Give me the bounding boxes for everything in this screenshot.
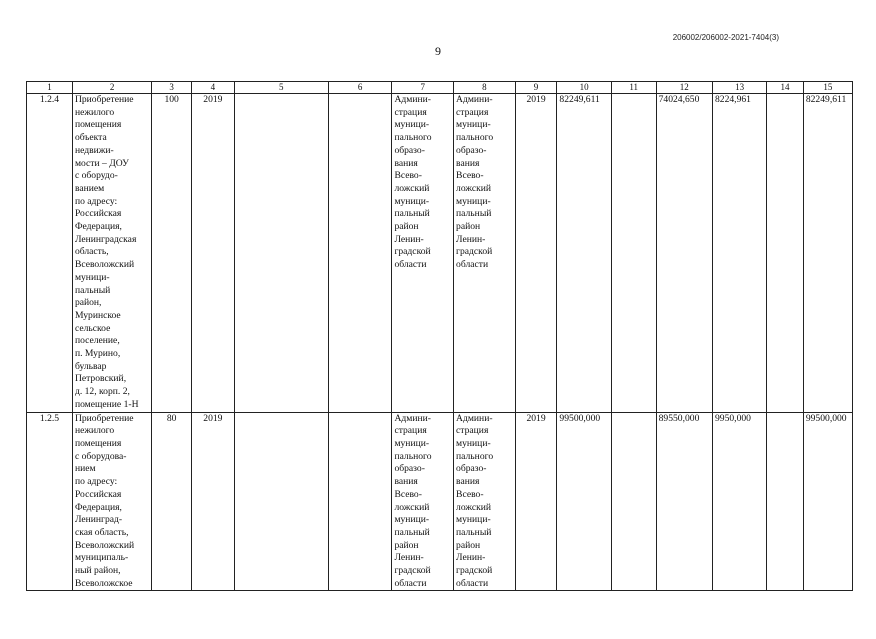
table-cell — [611, 412, 656, 591]
column-header: 9 — [515, 82, 557, 94]
row-number-cell: 1.2.5 — [27, 412, 73, 591]
column-header: 8 — [454, 82, 516, 94]
row-number-cell: 1.2.4 — [27, 94, 73, 413]
table-cell — [328, 412, 392, 591]
table-cell — [767, 94, 804, 413]
column-header: 4 — [191, 82, 234, 94]
description-cell: Приобретение нежилого помещения объекта недвижи- мости – ДОУ с оборудо- ванием по адресу: Российская Федерация, Ленинградская область, Всеволожский муници- пальный район, Муринское сельское поселение, п. Мурино, бульвар Петровский, д. 12, корп. 2, помещение 1-Н — [72, 94, 151, 413]
developer-cell: Админи- страция муници- пального образо- вания Всево- ложский муници- пальный район Ленин- градской области — [454, 412, 516, 591]
capacity-cell: 80 — [152, 412, 192, 591]
amount-cell: 99500,000 — [557, 412, 611, 591]
column-header: 1 — [27, 82, 73, 94]
amount-cell: 8224,961 — [712, 94, 766, 413]
year-cell: 2019 — [191, 94, 234, 413]
column-header: 15 — [803, 82, 852, 94]
year-cell: 2019 — [515, 94, 557, 413]
amount-cell: 99500,000 — [803, 412, 852, 591]
description-cell: Приобретение нежилого помещения с оборудова- нием по адресу: Российская Федерация, Ленинград- ская область, Всеволожский муниципаль- ный район, Всеволожское — [72, 412, 151, 591]
column-header: 5 — [234, 82, 328, 94]
table-cell — [328, 94, 392, 413]
amount-cell: 9950,000 — [712, 412, 766, 591]
column-header: 7 — [392, 82, 454, 94]
column-header: 12 — [656, 82, 712, 94]
amount-cell: 89550,000 — [656, 412, 712, 591]
table-cell — [767, 412, 804, 591]
table-header-row — [27, 82, 853, 94]
column-header: 6 — [328, 82, 392, 94]
column-header: 3 — [152, 82, 192, 94]
column-header: 2 — [72, 82, 151, 94]
column-header: 10 — [557, 82, 611, 94]
year-cell: 2019 — [515, 412, 557, 591]
column-header: 11 — [611, 82, 656, 94]
table-row — [27, 412, 853, 591]
amount-cell: 82249,611 — [557, 94, 611, 413]
amount-cell: 82249,611 — [803, 94, 852, 413]
customer-cell: Админи- страция муници- пального образо- вания Всево- ложский муници- пальный район Ленин- градской области — [392, 94, 454, 413]
data-table — [26, 81, 853, 591]
year-cell: 2019 — [191, 412, 234, 591]
customer-cell: Админи- страция муници- пального образо- вания Всево- ложский муници- пальный район Ленин- градской области — [392, 412, 454, 591]
amount-cell: 74024,650 — [656, 94, 712, 413]
developer-cell: Админи- страция муници- пального образо- вания Всево- ложский муници- пальный район Ленин- градской области — [454, 94, 516, 413]
page-number: 9 — [435, 44, 441, 58]
column-header: 14 — [767, 82, 804, 94]
table-row — [27, 94, 853, 413]
table-cell — [234, 412, 328, 591]
capacity-cell: 100 — [152, 94, 192, 413]
document-id: 206002/206002-2021-7404(3) — [672, 33, 779, 42]
column-header: 13 — [712, 82, 766, 94]
table-cell — [611, 94, 656, 413]
table-cell — [234, 94, 328, 413]
